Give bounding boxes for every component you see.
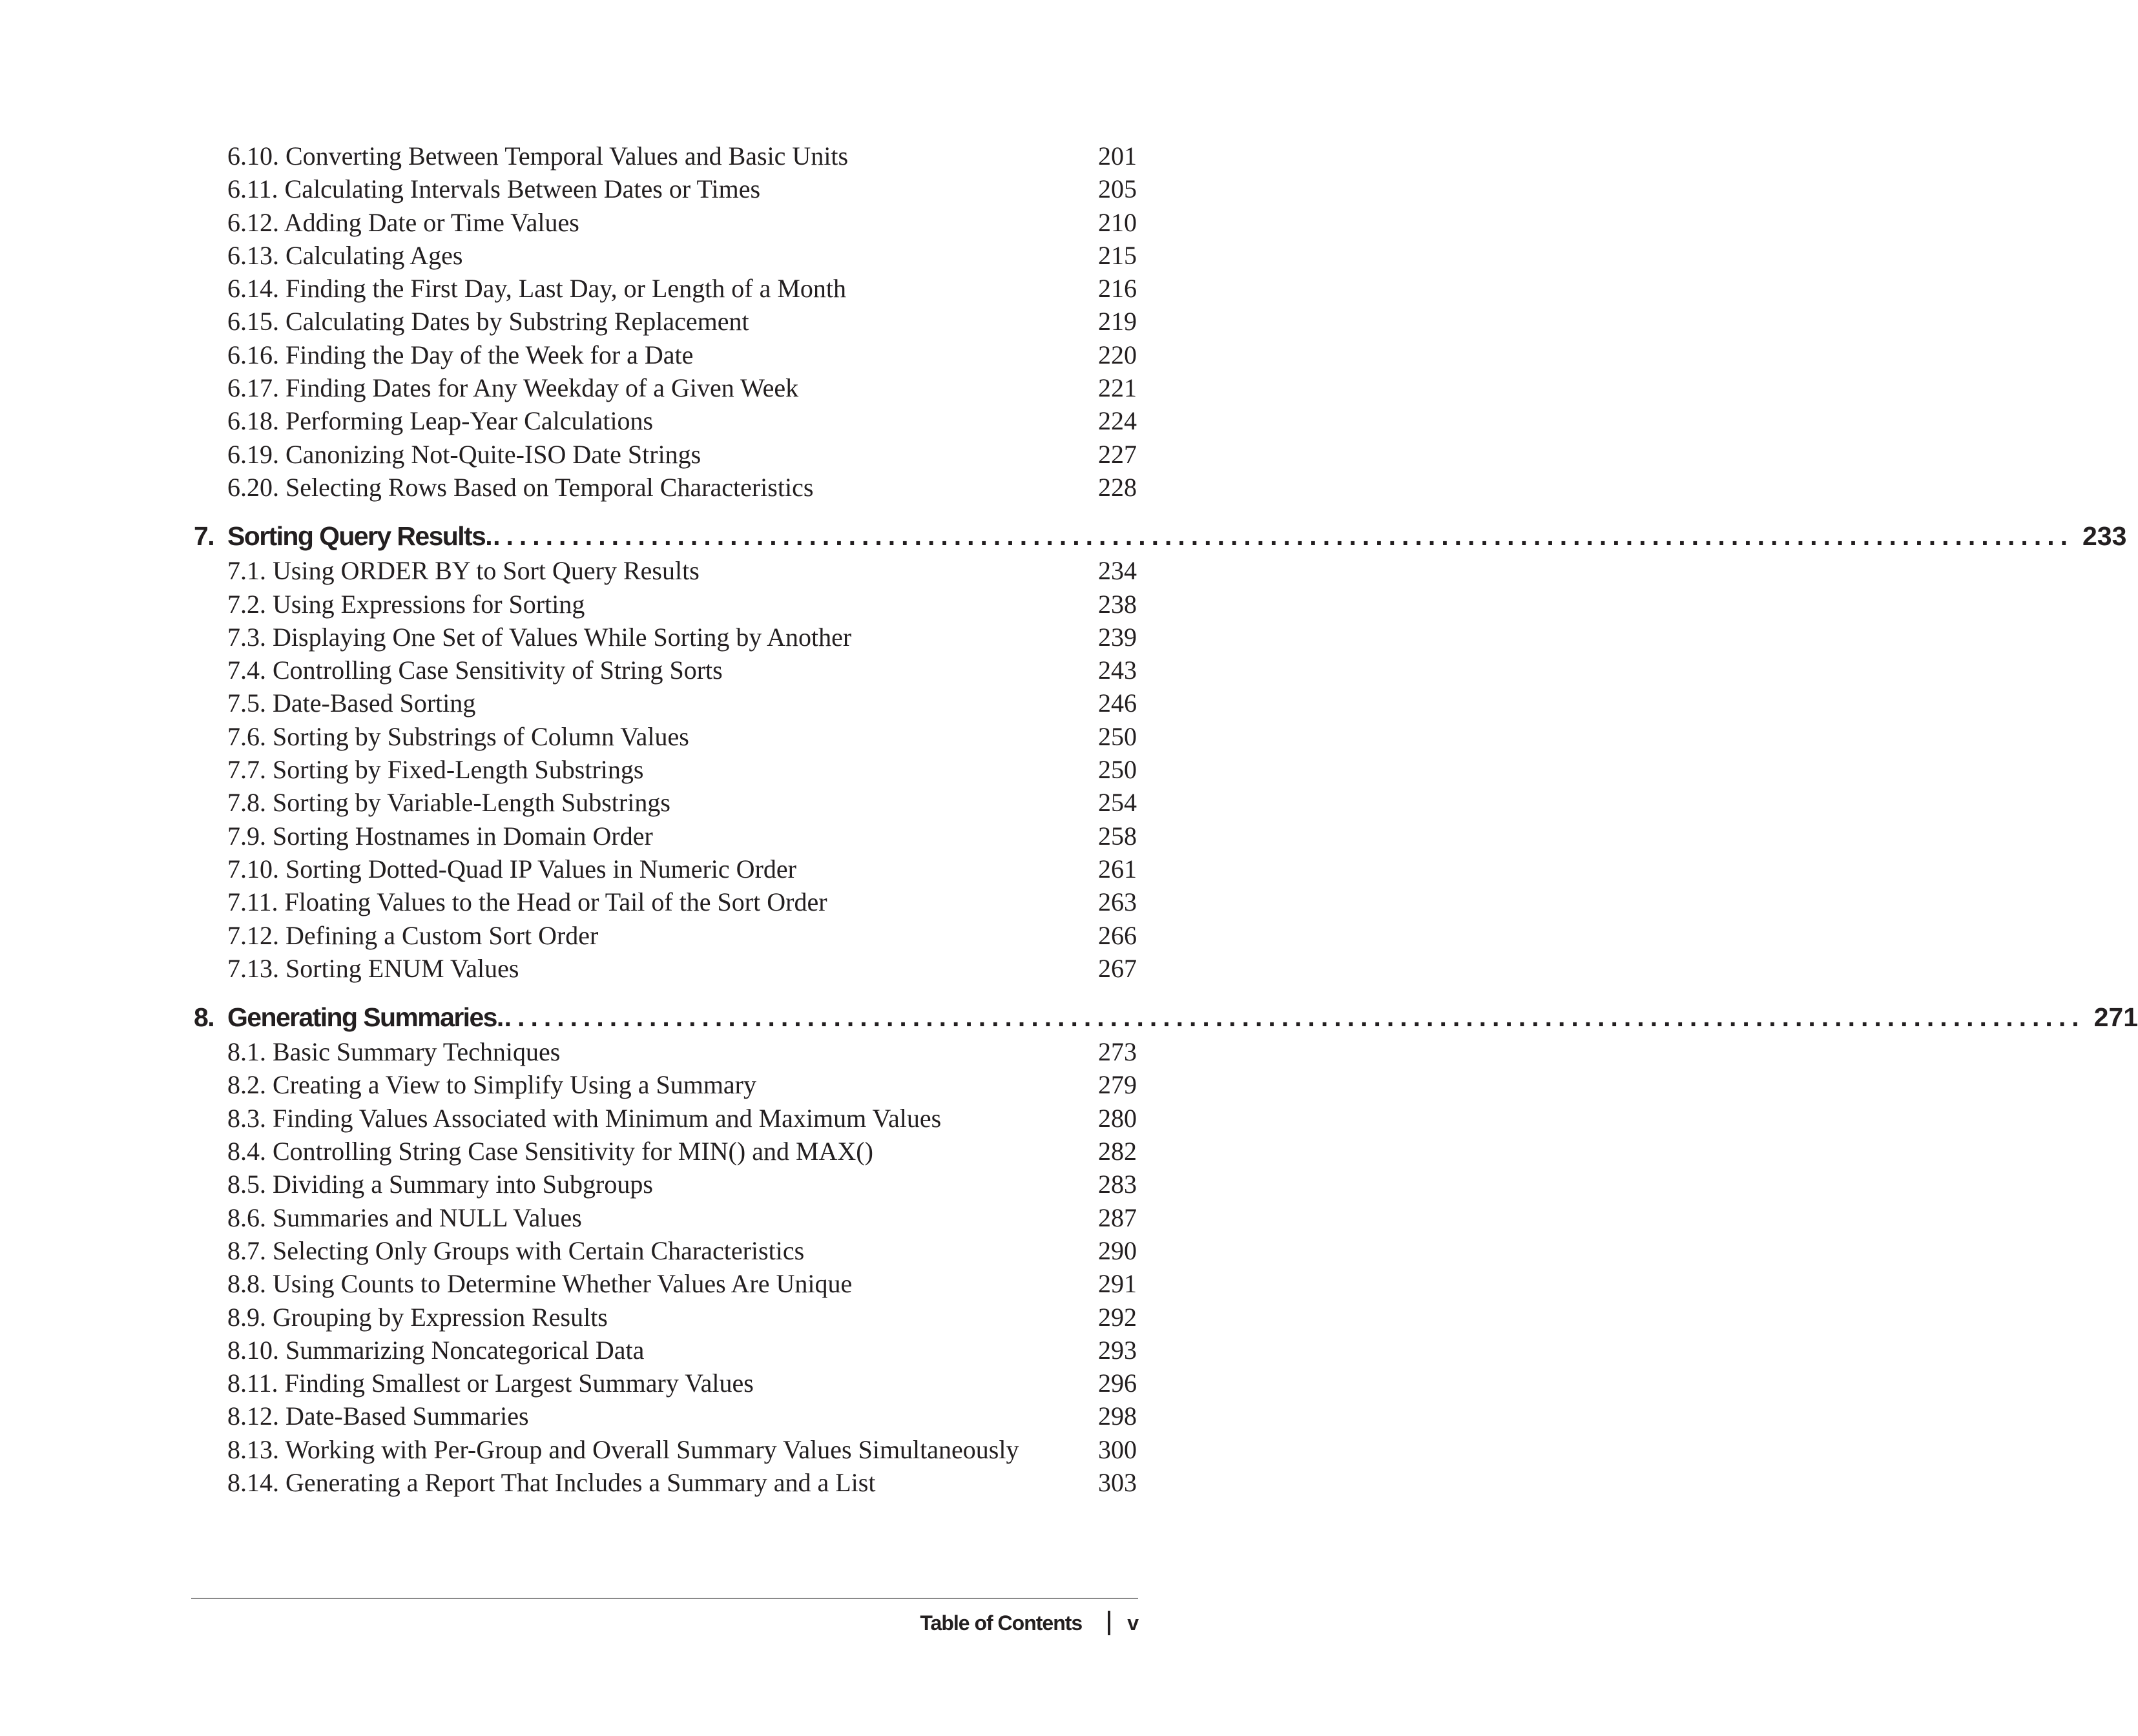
toc-entry-title: 8.7. Selecting Only Groups with Certain Characteristics xyxy=(227,1235,805,1265)
toc-entry-title: 7.2. Using Expressions for Sorting xyxy=(227,589,585,619)
toc-entry-title: 6.19. Canonizing Not-Quite-ISO Date Strings xyxy=(227,439,701,469)
toc-entry[interactable] xyxy=(194,654,1137,687)
toc-entry-title: 7.9. Sorting Hostnames in Domain Order xyxy=(227,821,653,851)
chapter-number: 7. xyxy=(194,521,214,552)
toc-entry[interactable] xyxy=(194,952,1137,985)
toc-entry-page-number: 280 xyxy=(1098,1103,1137,1133)
toc-entry-title: 7.10. Sorting Dotted-Quad IP Values in Numeric Order xyxy=(227,854,796,884)
toc-entry-title: 6.15. Calculating Dates by Substring Replacement xyxy=(227,307,749,336)
toc-entry-title: 7.13. Sorting ENUM Values xyxy=(227,953,519,983)
toc-entry-title: 6.16. Finding the Day of the Week for a Date xyxy=(227,340,694,369)
toc-entry-title: 8.14. Generating a Report That Includes a Summary and a List xyxy=(227,1467,876,1497)
toc-entry[interactable] xyxy=(194,885,1137,918)
toc-entry-title: 8.9. Grouping by Expression Results xyxy=(227,1302,608,1332)
toc-entry[interactable] xyxy=(194,338,1137,371)
toc-entry-page-number: 282 xyxy=(1098,1137,1137,1166)
toc-entry[interactable] xyxy=(194,206,1137,239)
toc-entry[interactable] xyxy=(194,753,1137,786)
toc-entry[interactable] xyxy=(194,239,1137,272)
footer-separator xyxy=(1108,1611,1110,1635)
toc-entry-page-number: 267 xyxy=(1098,953,1137,983)
toc-entry-title: 6.13. Calculating Ages xyxy=(227,240,463,270)
toc-entry[interactable] xyxy=(194,438,1137,471)
footer-rule xyxy=(191,1598,1138,1599)
toc-entry[interactable] xyxy=(194,1433,1137,1466)
toc-entry-page-number: 298 xyxy=(1098,1401,1137,1431)
toc-entry[interactable] xyxy=(194,1035,1137,1068)
toc-entry-page-number: 234 xyxy=(1098,556,1137,586)
toc-entry-title: 7.8. Sorting by Variable-Length Substrings xyxy=(227,788,670,818)
toc-entry-page-number: 228 xyxy=(1098,472,1137,502)
toc-entry-page-number: 273 xyxy=(1098,1037,1137,1067)
toc-entry-page-number: 254 xyxy=(1098,788,1137,818)
toc-entry[interactable] xyxy=(194,852,1137,885)
toc-entry[interactable] xyxy=(194,140,1137,172)
toc-entry-page-number: 300 xyxy=(1098,1434,1137,1464)
toc-entry-page-number: 224 xyxy=(1098,406,1137,436)
toc-entry[interactable] xyxy=(194,554,1137,587)
chapter-title: Generating Summaries. xyxy=(227,1002,503,1033)
toc-entry[interactable] xyxy=(194,1135,1137,1168)
toc-entry-title: 8.3. Finding Values Associated with Minimum and Maximum Values xyxy=(227,1103,942,1133)
toc-entry-page-number: 210 xyxy=(1098,207,1137,237)
toc-entry[interactable] xyxy=(194,1102,1137,1135)
toc-entry-page-number: 263 xyxy=(1098,887,1137,917)
toc-entry-title: 6.14. Finding the First Day, Last Day, or Length of a Month xyxy=(227,274,847,304)
toc-entry-page-number: 292 xyxy=(1098,1302,1137,1332)
toc-section xyxy=(194,140,1137,504)
toc-entry-title: 8.11. Finding Smallest or Largest Summary Values xyxy=(227,1369,754,1398)
toc-section xyxy=(194,518,2127,985)
toc-entry-title: 6.12. Adding Date or Time Values xyxy=(227,207,579,237)
toc-entry-page-number: 283 xyxy=(1098,1170,1137,1199)
toc-entry[interactable] xyxy=(194,1466,1137,1499)
toc-entry[interactable] xyxy=(194,1367,1137,1400)
toc-entry-title: 7.12. Defining a Custom Sort Order xyxy=(227,920,599,950)
toc-entry[interactable] xyxy=(194,687,1137,719)
toc-entry[interactable] xyxy=(194,786,1137,819)
toc-entry-title: 6.11. Calculating Intervals Between Dates or Times xyxy=(227,174,761,204)
toc-section xyxy=(194,999,2138,1499)
toc-entry-title: 7.6. Sorting by Substrings of Column Values xyxy=(227,721,689,751)
chapter-heading[interactable] xyxy=(194,518,2127,554)
toc-entry-title: 8.5. Dividing a Summary into Subgroups xyxy=(227,1170,653,1199)
toc-entry-page-number: 205 xyxy=(1098,174,1137,204)
toc-entry-page-number: 261 xyxy=(1098,854,1137,884)
toc-entry[interactable] xyxy=(194,1234,1137,1267)
toc-entry-title: 7.1. Using ORDER BY to Sort Query Results xyxy=(227,556,700,586)
toc-entry-title: 7.11. Floating Values to the Head or Tail of the Sort Order xyxy=(227,887,827,917)
toc-entry-page-number: 243 xyxy=(1098,656,1137,685)
toc-entry-page-number: 287 xyxy=(1098,1203,1137,1232)
toc-entry-page-number: 296 xyxy=(1098,1369,1137,1398)
toc-entry-page-number: 221 xyxy=(1098,373,1137,403)
toc-entry[interactable] xyxy=(194,1201,1137,1234)
toc-entry-page-number: 293 xyxy=(1098,1335,1137,1365)
dot-leader: ........................................................................................................................ xyxy=(493,521,2073,552)
toc-entry[interactable] xyxy=(194,272,1137,305)
toc-entry[interactable] xyxy=(194,1267,1137,1300)
page-footer xyxy=(920,1607,1138,1639)
toc-entry[interactable] xyxy=(194,621,1137,654)
toc-entry-title: 6.18. Performing Leap-Year Calculations xyxy=(227,406,654,436)
toc-entry-title: 6.20. Selecting Rows Based on Temporal Characteristics xyxy=(227,472,814,502)
toc-entry-title: 8.1. Basic Summary Techniques xyxy=(227,1037,561,1067)
table-of-contents xyxy=(194,140,2138,1513)
toc-entry-title: 8.12. Date-Based Summaries xyxy=(227,1401,529,1431)
toc-entry-title: 6.10. Converting Between Temporal Values and Basic Units xyxy=(227,141,849,170)
toc-entry[interactable] xyxy=(194,305,1137,338)
chapter-number: 8. xyxy=(194,1002,214,1033)
toc-entry[interactable] xyxy=(194,371,1137,404)
toc-entry-page-number: 238 xyxy=(1098,589,1137,619)
chapter-page-number: 271 xyxy=(2093,1002,2138,1033)
toc-entry-page-number: 216 xyxy=(1098,274,1137,304)
toc-entry[interactable] xyxy=(194,1400,1137,1432)
toc-entry[interactable] xyxy=(194,1168,1137,1201)
toc-entry-page-number: 201 xyxy=(1098,141,1137,170)
toc-entry[interactable] xyxy=(194,588,1137,621)
toc-entry-page-number: 250 xyxy=(1098,721,1137,751)
toc-entry[interactable] xyxy=(194,720,1137,753)
toc-entry-page-number: 246 xyxy=(1098,688,1137,718)
toc-entry-title: 8.6. Summaries and NULL Values xyxy=(227,1203,582,1232)
toc-entry[interactable] xyxy=(194,820,1137,852)
chapter-title: Sorting Query Results. xyxy=(227,521,492,552)
footer-section-label: Table of Contents xyxy=(920,1611,1083,1635)
toc-entry-title: 8.10. Summarizing Noncategorical Data xyxy=(227,1335,645,1365)
toc-entry-page-number: 291 xyxy=(1098,1269,1137,1299)
toc-entry-title: 7.5. Date-Based Sorting xyxy=(227,688,476,718)
toc-entry-title: 8.2. Creating a View to Simplify Using a Summary xyxy=(227,1070,757,1100)
toc-entry[interactable] xyxy=(194,1068,1137,1101)
toc-entry[interactable] xyxy=(194,1301,1137,1334)
toc-entry-title: 7.7. Sorting by Fixed-Length Substrings xyxy=(227,755,644,785)
toc-entry-page-number: 215 xyxy=(1098,240,1137,270)
toc-entry[interactable] xyxy=(194,471,1137,504)
toc-entry-page-number: 227 xyxy=(1098,439,1137,469)
toc-entry[interactable] xyxy=(194,1334,1137,1367)
toc-entry-page-number: 303 xyxy=(1098,1467,1137,1497)
toc-entry-title: 8.8. Using Counts to Determine Whether Values Are Unique xyxy=(227,1269,853,1299)
toc-entry-page-number: 250 xyxy=(1098,755,1137,785)
toc-entry-title: 6.17. Finding Dates for Any Weekday of a Given Week xyxy=(227,373,799,403)
toc-entry-title: 7.4. Controlling Case Sensitivity of String Sorts xyxy=(227,656,723,685)
toc-entry-page-number: 239 xyxy=(1098,622,1137,652)
chapter-heading[interactable] xyxy=(194,999,2138,1035)
toc-entry-page-number: 258 xyxy=(1098,821,1137,851)
toc-entry-page-number: 220 xyxy=(1098,340,1137,369)
toc-entry-page-number: 219 xyxy=(1098,307,1137,336)
dot-leader: ........................................................................................................................ xyxy=(504,1002,2085,1033)
toc-entry-title: 8.13. Working with Per-Group and Overall Summary Values Simultaneously xyxy=(227,1434,1019,1464)
toc-entry[interactable] xyxy=(194,919,1137,952)
toc-entry-page-number: 266 xyxy=(1098,920,1137,950)
toc-entry-page-number: 290 xyxy=(1098,1235,1137,1265)
toc-entry[interactable] xyxy=(194,404,1137,437)
toc-entry-page-number: 279 xyxy=(1098,1070,1137,1100)
toc-entry-title: 8.4. Controlling String Case Sensitivity for MIN() and MAX() xyxy=(227,1137,873,1166)
toc-entry[interactable] xyxy=(194,172,1137,205)
chapter-page-number: 233 xyxy=(2082,521,2127,552)
footer-page-number: v xyxy=(1127,1611,1138,1635)
toc-entry-title: 7.3. Displaying One Set of Values While Sorting by Another xyxy=(227,622,852,652)
